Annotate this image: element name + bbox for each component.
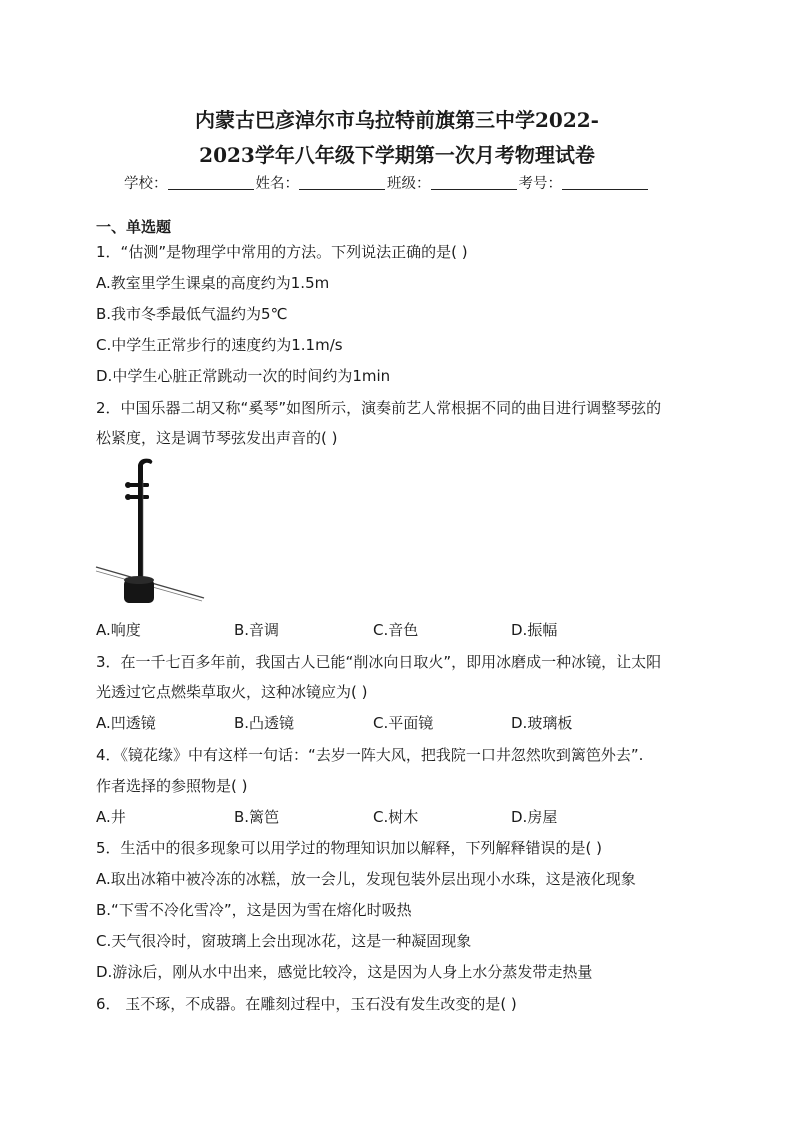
exam-title-line2: 2023学年八年级下学期第一次月考物理试卷: [199, 143, 595, 167]
q5-option-a: A.取出冰箱中被冷冻的冰糕，放一会儿，发现包装外层出现小水珠，这是液化现象: [96, 870, 636, 888]
q4-stem-line2: 作者选择的参照物是( ): [96, 777, 248, 795]
q1-stem: 1．“估测”是物理学中常用的方法。下列说法正确的是( ): [96, 243, 468, 261]
q1-option-c: C.中学生正常步行的速度约为1.1m/s: [96, 336, 343, 354]
q4-option-a: A.井: [96, 808, 126, 826]
q3-option-d: D.玻璃板: [511, 714, 573, 732]
q1-option-a: A.教室里学生课桌的高度约为1.5m: [96, 274, 330, 292]
q4-option-d: D.房屋: [511, 808, 558, 826]
q2-option-d: D.振幅: [511, 621, 558, 639]
exam-title-line1: 内蒙古巴彦淖尔市乌拉特前旗第三中学2022-: [195, 108, 599, 132]
school-label: 学校：: [124, 176, 168, 192]
school-blank[interactable]: [168, 175, 254, 190]
erhu-illustration: [94, 455, 206, 610]
name-label: 姓名：: [255, 176, 299, 192]
q1-option-d: D.中学生心脏正常跳动一次的时间约为1min: [96, 367, 391, 385]
q3-option-a: A.凹透镜: [96, 714, 156, 732]
section-heading: 一、单选题: [96, 218, 172, 236]
q3-option-c: C.平面镜: [373, 714, 434, 732]
exam-number-blank[interactable]: [562, 175, 648, 190]
q4-stem-line1: 4．《镜花缘》中有这样一句话：“去岁一阵大风，把我院一口井忽然吹到篱笆外去”.: [96, 746, 644, 764]
q5-option-c: C.天气很冷时，窗玻璃上会出现冰花，这是一种凝固现象: [96, 932, 472, 950]
q3-stem-line1: 3．在一千七百多年前，我国古人已能“削冰向日取火”，即用冰磨成一种冰镜，让太阳: [96, 653, 662, 671]
q2-option-c: C.音色: [373, 621, 419, 639]
q5-option-d: D.游泳后，刚从水中出来，感觉比较冷，这是因为人身上水分蒸发带走热量: [96, 963, 593, 981]
exam-number-label: 考号：: [518, 176, 562, 192]
q2-stem-line2: 松紧度，这是调节琴弦发出声音的( ): [96, 429, 338, 447]
q5-stem: 5．生活中的很多现象可以用学过的物理知识加以解释，下列解释错误的是( ): [96, 839, 603, 857]
q4-option-c: C.树木: [373, 808, 419, 826]
q4-option-b: B.篱笆: [234, 808, 280, 826]
class-label: 班级：: [387, 176, 431, 192]
q2-stem-line1: 2．中国乐器二胡又称“奚琴”如图所示，演奏前艺人常根据不同的曲目进行调整琴弦的: [96, 399, 662, 417]
q2-option-b: B.音调: [234, 621, 280, 639]
q2-option-a: A.响度: [96, 621, 141, 639]
student-info-row: [124, 172, 650, 193]
name-blank[interactable]: [299, 175, 385, 190]
q3-stem-line2: 光透过它点燃柴草取火，这种冰镜应为( ): [96, 683, 368, 701]
q1-option-b: B.我市冬季最低气温约为5℃: [96, 305, 288, 323]
q3-option-b: B.凸透镜: [234, 714, 295, 732]
q5-option-b: B.“下雪不冷化雪冷”，这是因为雪在熔化时吸热: [96, 901, 412, 919]
q6-stem: 6． 玉不琢，不成器。在雕刻过程中，玉石没有发生改变的是( ): [96, 995, 517, 1013]
class-blank[interactable]: [431, 175, 517, 190]
